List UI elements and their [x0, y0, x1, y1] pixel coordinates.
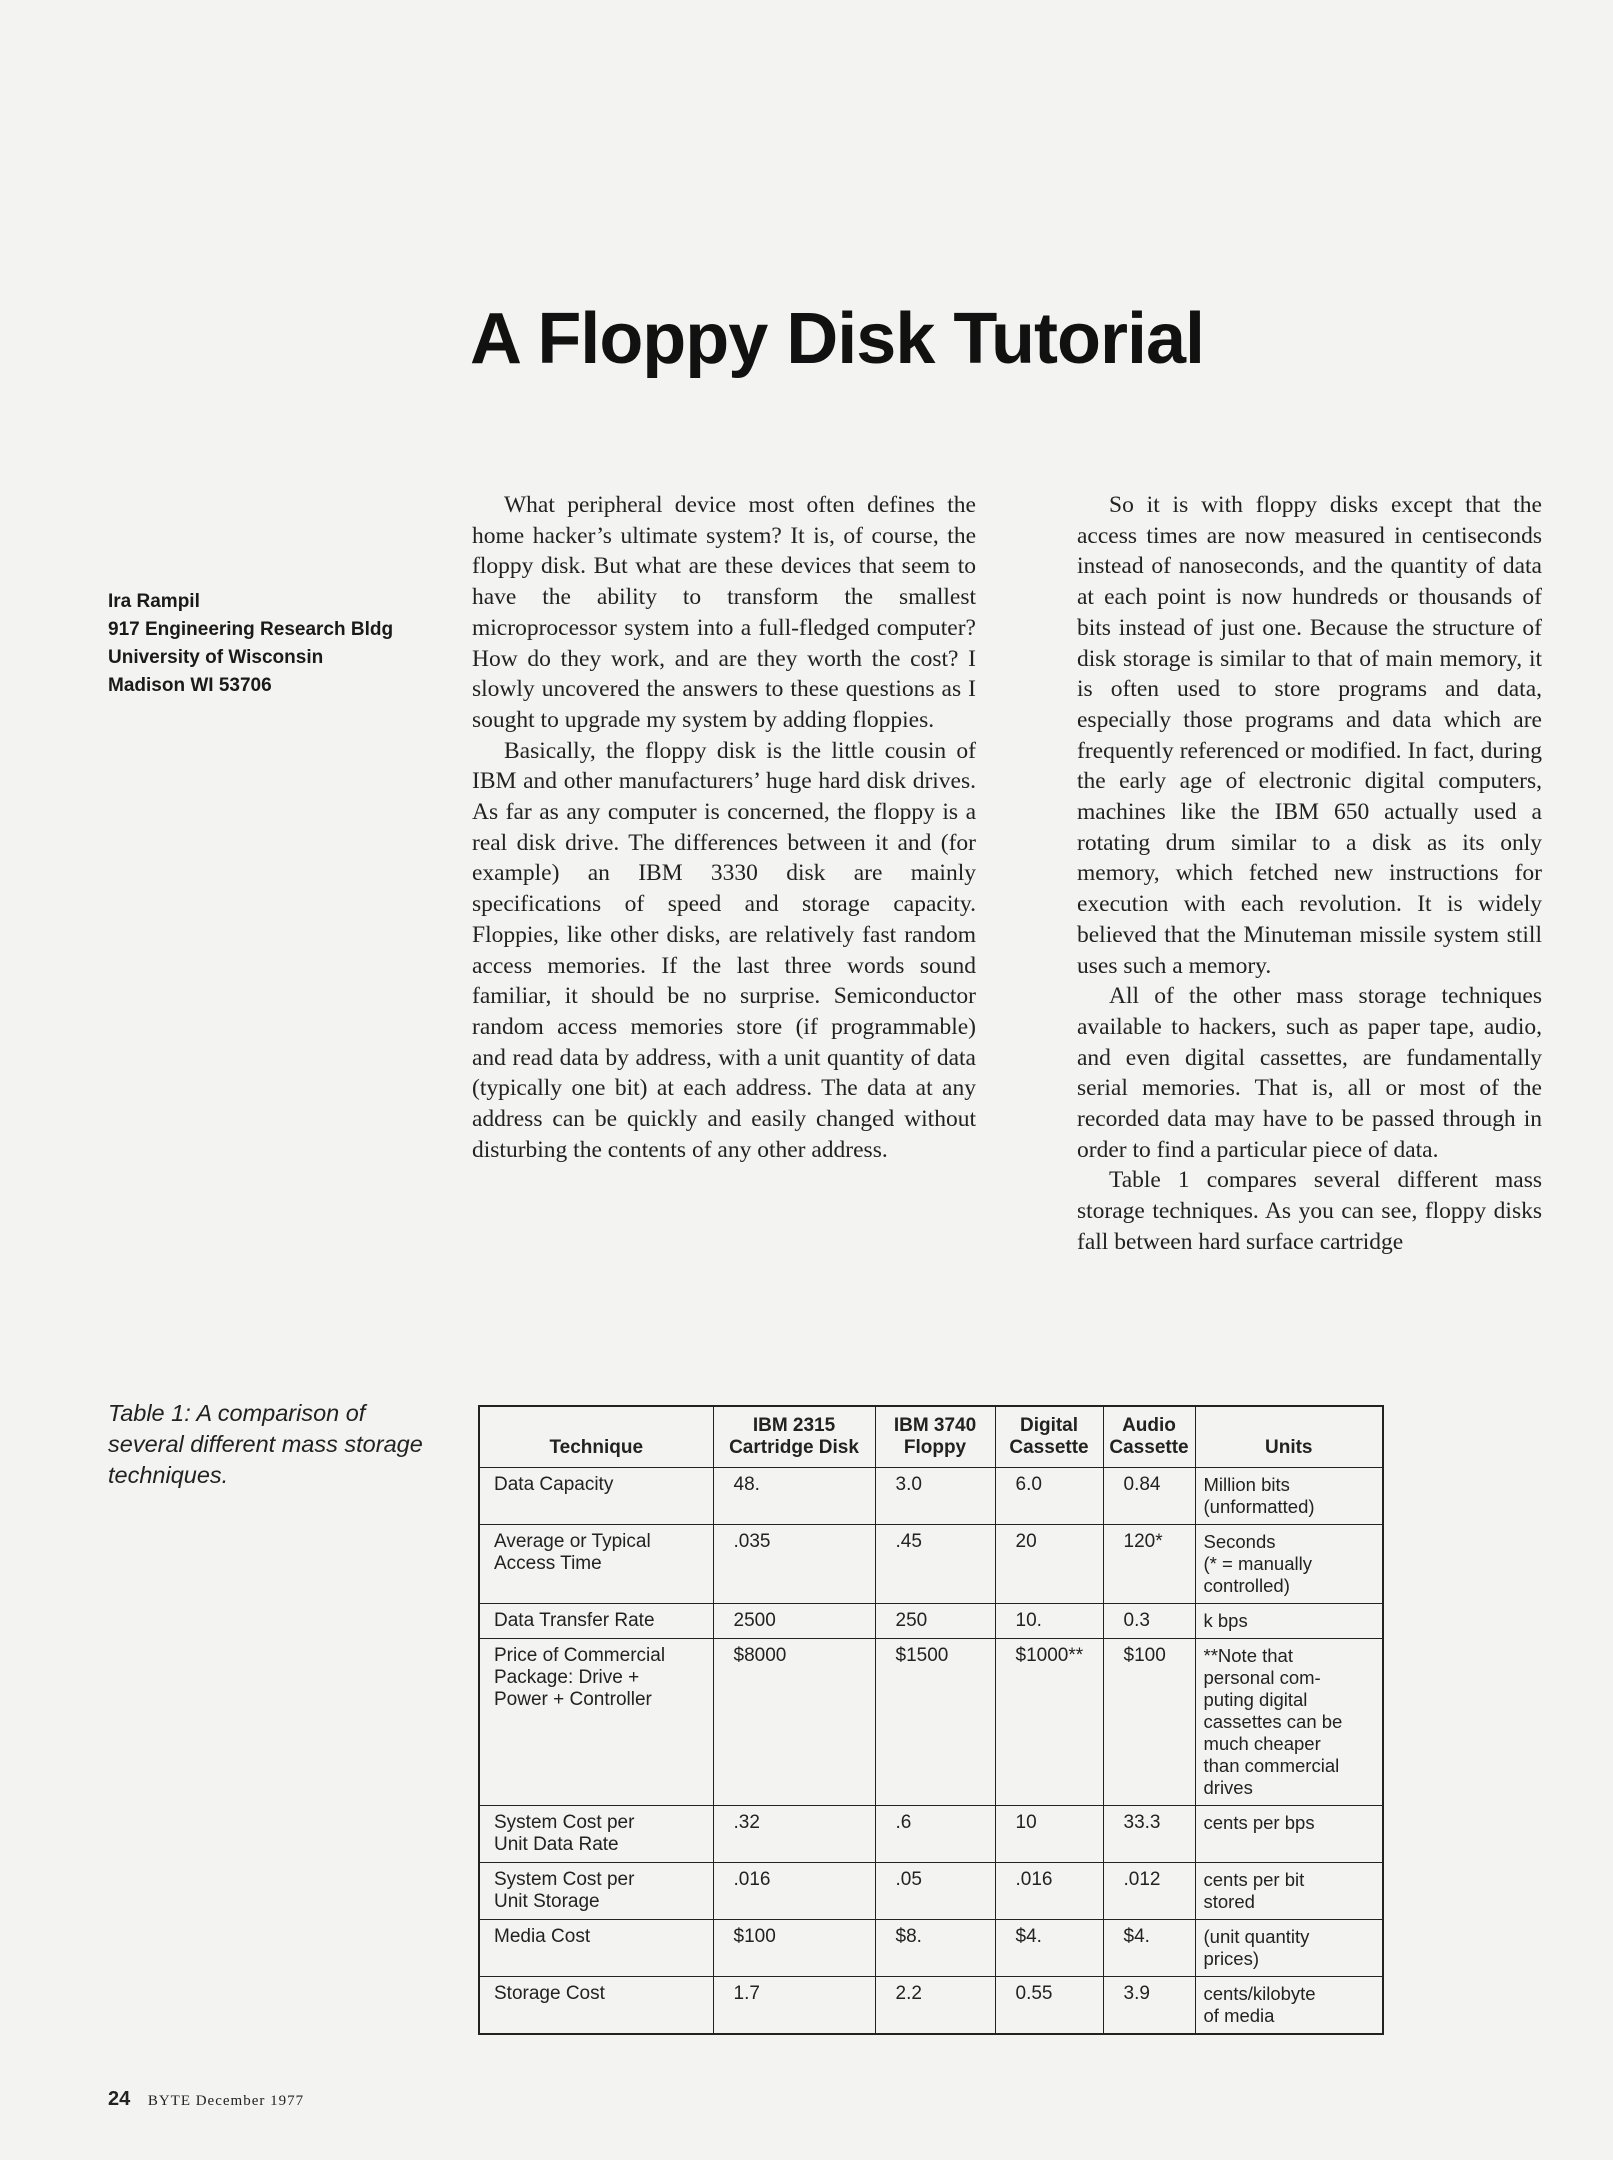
header-line: Technique [549, 1437, 644, 1458]
cell-line: Package: Drive + [494, 1667, 640, 1688]
cell-units [1195, 1920, 1383, 1977]
header-line: IBM 3740 [893, 1415, 977, 1436]
table-body [479, 1468, 1383, 2035]
cell-units [1195, 1977, 1383, 2035]
cell-line: much cheaper [1203, 1733, 1321, 1754]
cell-ibm-3740: 250 [875, 1604, 995, 1639]
cell-ibm-3740: .05 [875, 1863, 995, 1920]
cell-ibm-3740: .6 [875, 1806, 995, 1863]
cell-line: Access Time [494, 1553, 602, 1574]
cell-technique [479, 1920, 713, 1977]
author-block [108, 588, 393, 700]
cell-line: cents/kilobyte [1203, 1983, 1316, 2004]
cell-line: prices) [1203, 1948, 1260, 1969]
cell-ibm-2315: $100 [713, 1920, 875, 1977]
cell-digital-cassette: $1000** [995, 1639, 1103, 1806]
cell-line: Data Capacity [494, 1474, 614, 1495]
header-technique [479, 1406, 713, 1468]
cell-ibm-3740: 3.0 [875, 1468, 995, 1525]
cell-line: Storage Cost [494, 1983, 605, 2004]
cell-line: Price of Commercial [494, 1645, 666, 1666]
cell-ibm-2315: 2500 [713, 1604, 875, 1639]
header-audio-cassette [1103, 1406, 1195, 1468]
cell-line: Unit Data Rate [494, 1834, 619, 1855]
cell-digital-cassette: $4. [995, 1920, 1103, 1977]
cell-ibm-2315: .016 [713, 1863, 875, 1920]
page-number: 24 [108, 2088, 131, 2110]
cell-line: cassettes can be [1203, 1711, 1343, 1732]
cell-units [1195, 1604, 1383, 1639]
cell-audio-cassette: 0.84 [1103, 1468, 1195, 1525]
cell-units [1195, 1525, 1383, 1604]
header-line: Cassette [1009, 1437, 1089, 1458]
cell-line: Seconds [1203, 1531, 1276, 1552]
cell-audio-cassette: 3.9 [1103, 1977, 1195, 2035]
comparison-table-wrapper [478, 1405, 1384, 2035]
cell-line: Million bits [1203, 1474, 1290, 1495]
body-paragraph: What peripheral device most often defines the home hacker’s ultimate system? It is, of course, the floppy disk. But what are these devices that seem to have the ability to transform the smallest microprocessor system into a full-fledged computer? How do they work, and are they worth the cost? I slowly uncovered the answers to these questions as I sought to upgrade my system by adding floppies. [472, 492, 976, 733]
cell-line: Power + Controller [494, 1689, 652, 1710]
table-row [479, 1806, 1383, 1863]
body-column-right [1077, 490, 1542, 1258]
cell-ibm-2315: 48. [713, 1468, 875, 1525]
header-line: Digital [1019, 1415, 1079, 1436]
magazine-issue: BYTE December 1977 [147, 2093, 305, 2109]
cell-line: puting digital [1203, 1689, 1308, 1710]
cell-line: (unit quantity [1203, 1926, 1310, 1947]
cell-line: System Cost per [494, 1869, 635, 1890]
cell-line: Media Cost [494, 1926, 591, 1947]
cell-audio-cassette: .012 [1103, 1863, 1195, 1920]
cell-line: k bps [1203, 1610, 1248, 1631]
cell-audio-cassette: 33.3 [1103, 1806, 1195, 1863]
cell-line: cents per bit [1203, 1869, 1305, 1890]
cell-ibm-2315: .035 [713, 1525, 875, 1604]
table-header-row [479, 1406, 1383, 1468]
page-footer [108, 2088, 304, 2111]
cell-line: System Cost per [494, 1812, 635, 1833]
cell-line: **Note that [1203, 1645, 1293, 1666]
cell-digital-cassette: 0.55 [995, 1977, 1103, 2035]
cell-line: of media [1203, 2005, 1275, 2026]
cell-units [1195, 1806, 1383, 1863]
cell-audio-cassette: $4. [1103, 1920, 1195, 1977]
body-column-left [472, 490, 976, 1165]
cell-technique [479, 1604, 713, 1639]
header-line: Floppy [903, 1437, 967, 1458]
table-row [479, 1525, 1383, 1604]
cell-line: personal com- [1203, 1667, 1321, 1688]
table-row [479, 1468, 1383, 1525]
cell-digital-cassette: .016 [995, 1863, 1103, 1920]
cell-digital-cassette: 10 [995, 1806, 1103, 1863]
author-address-line: 917 Engineering Research Bldg [108, 619, 394, 640]
table-row [479, 1639, 1383, 1806]
header-units [1195, 1406, 1383, 1468]
header-line: Cartridge Disk [729, 1437, 859, 1458]
cell-units [1195, 1468, 1383, 1525]
cell-line: drives [1203, 1777, 1253, 1798]
cell-line: (* = manually [1203, 1553, 1312, 1574]
cell-units [1195, 1639, 1383, 1806]
body-paragraph: So it is with floppy disks except that the access times are now measured in centiseconds instead of nanoseconds, and the quantity of data at each point is now hundreds or thousands of bits instead of just one. Because the structure of disk storage is similar to that of main memory, it is often used to store programs and data, especially those programs and data which are frequently referenced or modified. In fact, during the early age of electronic digital computers, machines like the IBM 650 actually used a rotating drum similar to a disk as its only memory, which fetched new instructions for execution with each revolution. It is widely believed that the Minuteman missile system still uses such a memory. [1077, 492, 1542, 979]
header-digital-cassette [995, 1406, 1103, 1468]
cell-ibm-2315: 1.7 [713, 1977, 875, 2035]
cell-technique [479, 1639, 713, 1806]
cell-digital-cassette: 20 [995, 1525, 1103, 1604]
table-row [479, 1604, 1383, 1639]
body-paragraph: Table 1 compares several different mass storage techniques. As you can see, floppy disks fall between hard surface cartridge [1077, 1167, 1542, 1255]
header-line: Audio [1122, 1415, 1176, 1436]
header-line: Units [1265, 1437, 1313, 1458]
author-address-line: University of Wisconsin [108, 647, 324, 668]
cell-line: Data Transfer Rate [494, 1610, 655, 1631]
author-address-line: Madison WI 53706 [108, 675, 272, 696]
cell-line: Unit Storage [494, 1891, 600, 1912]
cell-technique [479, 1863, 713, 1920]
header-line: IBM 2315 [752, 1415, 836, 1436]
comparison-table [478, 1405, 1384, 2035]
cell-audio-cassette: $100 [1103, 1639, 1195, 1806]
header-ibm-3740 [875, 1406, 995, 1468]
cell-ibm-3740: $1500 [875, 1639, 995, 1806]
cell-technique [479, 1468, 713, 1525]
article-title: A Floppy Disk Tutorial [470, 299, 1205, 379]
cell-line: Average or Typical [494, 1531, 651, 1552]
table-caption: Table 1: A comparison of several different mass storage techniques. [108, 1400, 423, 1488]
body-paragraph: All of the other mass storage techniques available to hackers, such as paper tape, audio, and even digital cassettes, are fundamentally serial memories. That is, all or most of the recorded data may have to be passed through in order to find a particular piece of data. [1077, 983, 1542, 1163]
cell-digital-cassette: 10. [995, 1604, 1103, 1639]
cell-technique [479, 1977, 713, 2035]
cell-digital-cassette: 6.0 [995, 1468, 1103, 1525]
author-name: Ira Rampil [108, 591, 200, 612]
header-ibm-2315 [713, 1406, 875, 1468]
header-line: Cassette [1109, 1437, 1189, 1458]
cell-technique [479, 1806, 713, 1863]
table-row [479, 1977, 1383, 2035]
cell-units [1195, 1863, 1383, 1920]
cell-audio-cassette: 0.3 [1103, 1604, 1195, 1639]
cell-technique [479, 1525, 713, 1604]
cell-line: (unformatted) [1203, 1496, 1315, 1517]
cell-ibm-3740: 2.2 [875, 1977, 995, 2035]
cell-line: than commercial [1203, 1755, 1340, 1776]
body-paragraph: Basically, the floppy disk is the little cousin of IBM and other manufacturers’ huge hard disk drives. As far as any computer is concerned, the floppy is a real disk drive. The differences between it and (for example) an IBM 3330 disk are mainly specifications of speed and storage capacity. Floppies, like other disks, are relatively fast random access memories. If the last three words sound familiar, it should be no surprise. Semiconductor random access memories store (if programmable) and read data by address, with a unit quantity of data (typically one bit) at each address. The data at any address can be quickly and easily changed without disturbing the contents of any other address. [472, 737, 976, 1163]
cell-audio-cassette: 120* [1103, 1525, 1195, 1604]
table-row [479, 1920, 1383, 1977]
cell-ibm-2315: .32 [713, 1806, 875, 1863]
cell-ibm-3740: .45 [875, 1525, 995, 1604]
cell-ibm-3740: $8. [875, 1920, 995, 1977]
cell-line: controlled) [1203, 1575, 1290, 1596]
cell-line: cents per bps [1203, 1812, 1315, 1833]
cell-line: stored [1203, 1891, 1255, 1912]
table-row [479, 1863, 1383, 1920]
cell-ibm-2315: $8000 [713, 1639, 875, 1806]
